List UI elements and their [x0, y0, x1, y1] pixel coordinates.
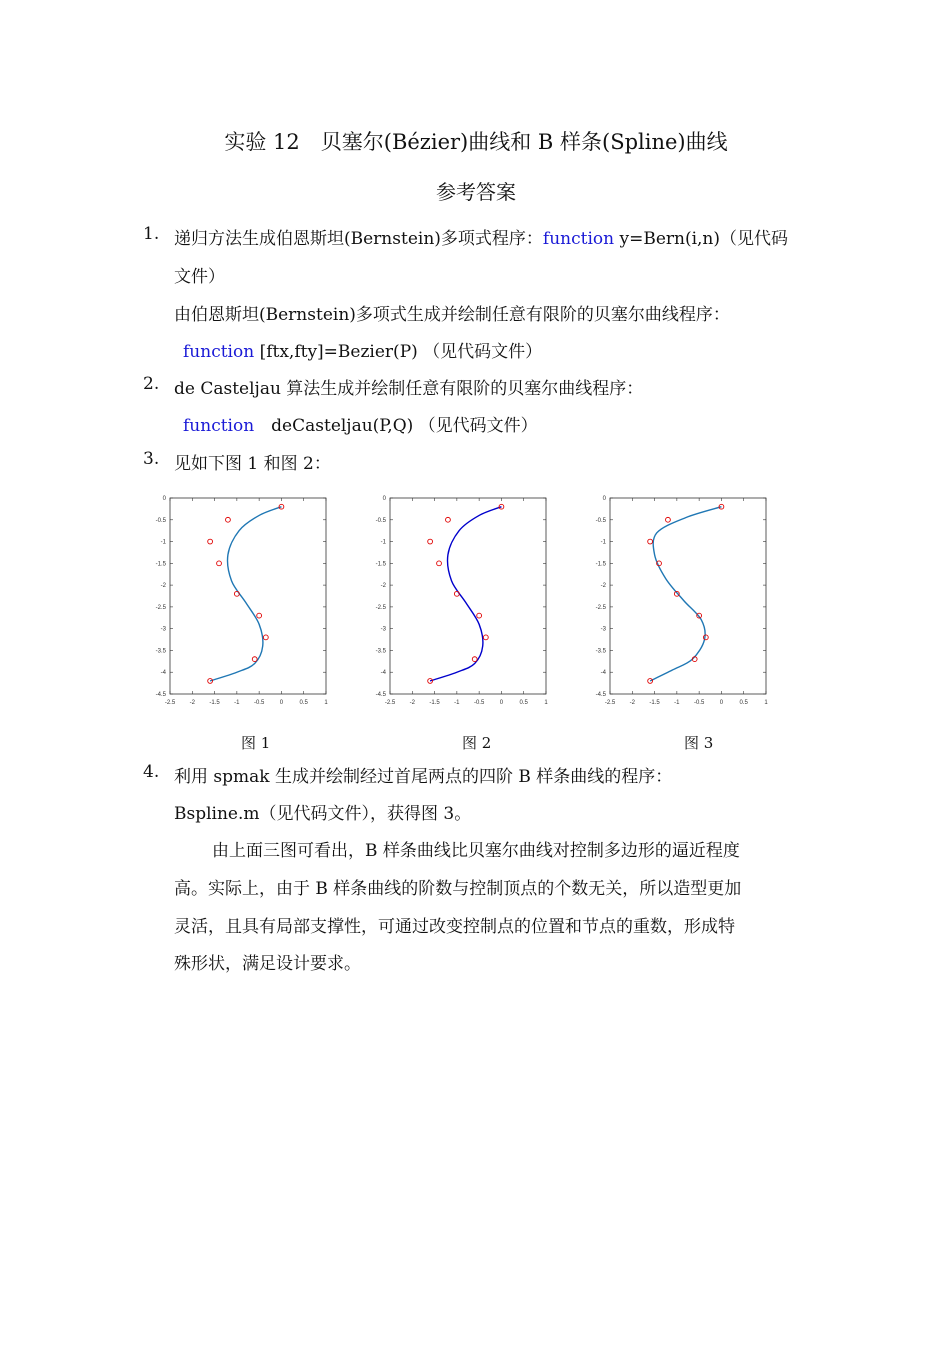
x-tick-label: -1	[454, 700, 460, 706]
y-tick-label: 0	[602, 496, 606, 502]
y-tick-label: -4.5	[375, 692, 386, 698]
item-1-line-2: 文件）	[174, 267, 225, 287]
item-2-keyword: function	[183, 416, 255, 436]
y-tick-label: -2	[160, 583, 166, 590]
y-tick-label: 0	[162, 496, 166, 502]
x-tick-label: -0.5	[473, 700, 485, 706]
item-2-rest: deCasteljau(P,Q) （见代码文件）	[254, 416, 538, 436]
x-tick-label: -1	[674, 700, 680, 706]
y-tick-label: -3	[380, 626, 386, 633]
x-tick-label: 0.5	[739, 700, 748, 706]
y-tick-label: -4.5	[595, 692, 606, 698]
item-4-line-2: Bspline.m（见代码文件），获得图 3。	[174, 804, 472, 824]
x-tick-label: 1	[324, 700, 328, 706]
x-tick-label: 0	[719, 700, 724, 706]
y-tick-label: -3.5	[595, 648, 606, 655]
y-tick-label: -0.5	[595, 517, 606, 524]
y-tick-label: -2.5	[595, 604, 606, 611]
paragraph-line-1: 由上面三图可看出，B 样条曲线比贝塞尔曲线对控制多边形的逼近程度	[212, 841, 740, 861]
page-title: 实验 12 贝塞尔(Bézier)曲线和 B 样条(Spline)曲线	[224, 130, 728, 154]
x-tick-label: 0.5	[299, 700, 308, 706]
item-number-2: 2.	[143, 374, 160, 394]
x-tick-label: -1	[234, 700, 240, 706]
x-tick-label: -1.5	[209, 700, 220, 706]
y-tick-label: -1	[600, 539, 606, 546]
y-tick-label: -1.5	[595, 561, 606, 568]
paragraph-line-3: 灵活，且具有局部支撑性，可通过改变控制点的位置和节点的重数，形成特	[174, 917, 735, 937]
y-tick-label: -2.5	[375, 604, 386, 611]
item-number-4: 4.	[143, 762, 160, 782]
y-tick-label: -3.5	[155, 648, 166, 655]
y-tick-label: -4.5	[155, 692, 166, 698]
y-tick-label: -2.5	[155, 604, 166, 611]
figure-3	[588, 492, 778, 712]
plot-frame	[610, 498, 766, 694]
x-tick-label: -0.5	[253, 700, 265, 706]
item-1-text: 递归方法生成伯恩斯坦(Bernstein)多项式程序：	[174, 229, 543, 249]
x-tick-label: 1	[544, 700, 548, 706]
y-tick-label: -4	[380, 670, 386, 677]
item-1-line-4-keyword: function	[183, 342, 255, 362]
y-tick-label: -3	[600, 626, 606, 633]
y-tick-label: -4	[600, 670, 606, 677]
y-tick-label: -0.5	[155, 517, 166, 524]
item-1-rest: y=Bern(i,n)（见代码	[614, 229, 789, 249]
y-tick-label: -1.5	[155, 561, 166, 568]
figure-1-plot	[148, 492, 338, 712]
item-1-line-4-rest: [ftx,fty]=Bezier(P) （见代码文件）	[254, 342, 543, 362]
item-number-3: 3.	[143, 449, 160, 469]
item-1-line-1	[174, 224, 788, 249]
y-tick-label: 0	[382, 496, 386, 502]
y-tick-label: -1	[160, 539, 166, 546]
paragraph-line-2: 高。实际上，由于 B 样条曲线的阶数与控制顶点的个数无关，所以造型更加	[174, 879, 742, 899]
y-tick-label: -0.5	[375, 517, 386, 524]
item-number-1: 1.	[143, 224, 160, 244]
y-tick-label: -2	[380, 583, 386, 590]
figure-2-caption: 图 2	[462, 734, 492, 752]
figure-3-caption: 图 3	[684, 734, 714, 752]
y-tick-label: -3.5	[375, 648, 386, 655]
y-tick-label: -1	[380, 539, 386, 546]
y-tick-label: -2	[600, 583, 606, 590]
figure-2	[368, 492, 558, 712]
y-tick-label: -1.5	[375, 561, 386, 568]
x-tick-label: -2	[409, 700, 415, 706]
x-tick-label: 0.5	[519, 700, 528, 706]
y-tick-label: -4	[160, 670, 166, 677]
x-tick-label: -2.5	[164, 700, 176, 706]
item-2-line-1: de Casteljau 算法生成并绘制任意有限阶的贝塞尔曲线程序：	[174, 379, 644, 399]
plot-frame	[170, 498, 326, 694]
item-1-keyword: function	[542, 229, 615, 249]
figure-1	[148, 492, 338, 712]
item-1-line-4	[183, 337, 542, 362]
y-tick-label: -3	[160, 626, 166, 633]
item-2-line-2	[183, 411, 538, 436]
item-1-line-3: 由伯恩斯坦(Bernstein)多项式生成并绘制任意有限阶的贝塞尔曲线程序：	[174, 305, 730, 325]
x-tick-label: -2	[189, 700, 195, 706]
figure-1-caption: 图 1	[241, 734, 271, 752]
x-tick-label: 0	[499, 700, 504, 706]
figure-2-plot	[368, 492, 558, 712]
figure-3-plot	[588, 492, 778, 712]
item-4-line-1: 利用 spmak 生成并绘制经过首尾两点的四阶 B 样条曲线的程序：	[174, 767, 673, 787]
x-tick-label: -0.5	[693, 700, 705, 706]
x-tick-label: -2.5	[384, 700, 396, 706]
x-tick-label: 1	[764, 700, 768, 706]
x-tick-label: 0	[279, 700, 284, 706]
x-tick-label: -1.5	[429, 700, 440, 706]
x-tick-label: -1.5	[649, 700, 660, 706]
x-tick-label: -2	[629, 700, 635, 706]
item-3-line-1: 见如下图 1 和图 2：	[174, 454, 331, 474]
x-tick-label: -2.5	[604, 700, 616, 706]
paragraph-line-4: 殊形状，满足设计要求。	[174, 954, 361, 974]
page-subtitle: 参考答案	[436, 180, 516, 204]
plot-frame	[390, 498, 546, 694]
